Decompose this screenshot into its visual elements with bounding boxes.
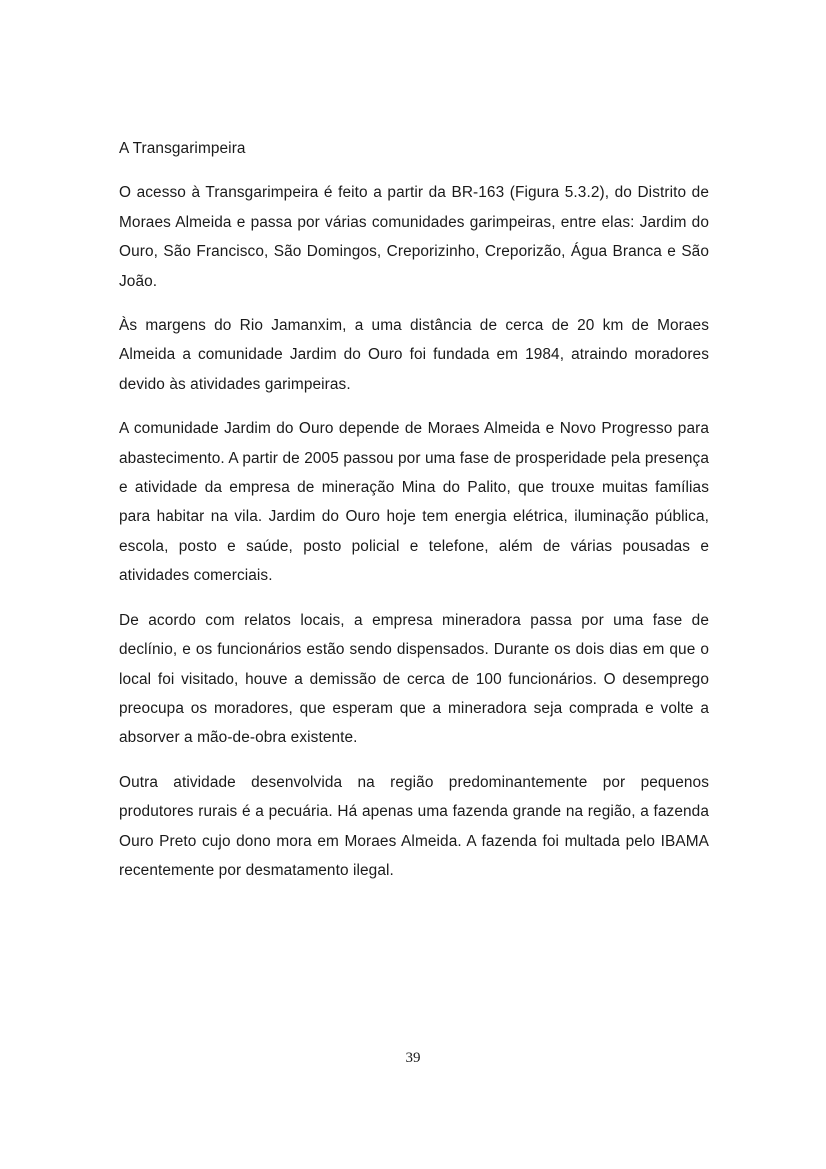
paragraph-jamanxim: Às margens do Rio Jamanxim, a uma distância de cerca de 20 km de Moraes Almeida a comunidade Jardim do Ouro foi fundada em 1984, atraindo moradores devido às atividades garimpeiras.: [119, 317, 709, 393]
paragraph-access: O acesso à Transgarimpeira é feito a partir da BR-163 (Figura 5.3.2), do Distrito de Moraes Almeida e passa por várias comunidades garimpeiras, entre elas: Jardim do Ouro, São Francisco, São Domingos, Creporizinho, Creporizão, Água Branca e São João.: [119, 184, 709, 290]
paragraph-livestock: Outra atividade desenvolvida na região predominantemente por pequenos produtores rurais é a pecuária. Há apenas uma fazenda grande na região, a fazenda Ouro Preto cujo dono mora em Moraes Almeida. A fazenda foi multada pelo IBAMA recentemente por desmatamento ilegal.: [119, 773, 709, 879]
page-content: [119, 134, 709, 900]
page-number: 39: [405, 1050, 421, 1066]
paragraph-decline: De acordo com relatos locais, a empresa mineradora passa por uma fase de declínio, e os funcionários estão sendo dispensados. Durante os dois dias em que o local foi visitado, houve a demissão de cerca de 100 funcionários. O desemprego preocupa os moradores, que esperam que a mineradora seja comprada e volte a absorver a mão-de-obra existente.: [119, 611, 709, 747]
paragraph-community: A comunidade Jardim do Ouro depende de Moraes Almeida e Novo Progresso para abastecimento. A partir de 2005 passou por uma fase de prosperidade pela presença e atividade da empresa de mineração Mina do Palito, que trouxe muitas famílias para habitar na vila. Jardim do Ouro hoje tem energia elétrica, iluminação pública, escola, posto e saúde, posto policial e telefone, além de várias pousadas e atividades comerciais.: [119, 420, 709, 585]
section-heading: A Transgarimpeira: [119, 140, 246, 157]
